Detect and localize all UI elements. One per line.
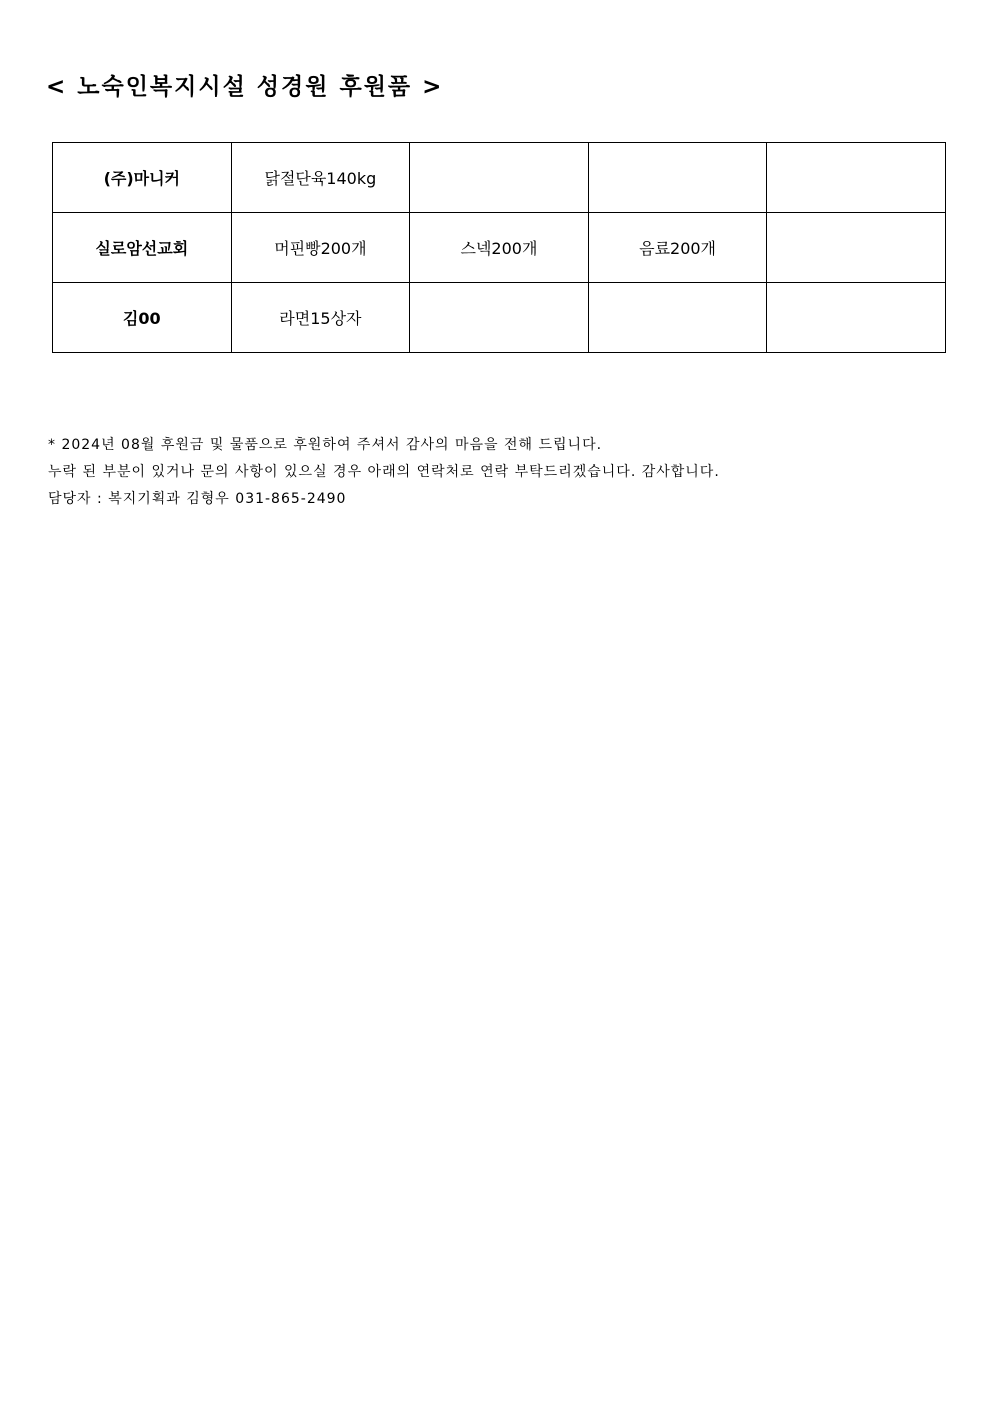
item-cell: 라면15상자 [231, 283, 410, 353]
item-cell [767, 213, 946, 283]
item-cell: 머핀빵200개 [231, 213, 410, 283]
item-cell [767, 283, 946, 353]
notes-section [48, 432, 720, 513]
item-cell [588, 283, 767, 353]
inquiry-note: 누락 된 부분이 있거나 문의 사항이 있으실 경우 아래의 연락처로 연락 부탁드리겠습니다. 감사합니다. [48, 464, 720, 480]
item-cell [410, 143, 589, 213]
item-cell: 스넥200개 [410, 213, 589, 283]
page-title: < 노숙인복지시설 성경원 후원품 > [46, 74, 444, 100]
contact-info: 담당자 : 복지기획과 김형우 031-865-2490 [48, 491, 347, 507]
item-cell [588, 143, 767, 213]
item-cell [410, 283, 589, 353]
thanks-note: * 2024년 08월 후원금 및 물품으로 후원하여 주셔서 감사의 마음을 전해 드립니다. [48, 437, 603, 453]
donation-table [52, 142, 946, 353]
item-cell: 음료200개 [588, 213, 767, 283]
item-cell: 닭절단육140kg [231, 143, 410, 213]
item-cell [767, 143, 946, 213]
donor-cell: (주)마니커 [53, 143, 232, 213]
donor-cell: 실로암선교회 [53, 213, 232, 283]
table-row [53, 143, 946, 213]
table-row [53, 213, 946, 283]
table-row [53, 283, 946, 353]
donor-cell: 김00 [53, 283, 232, 353]
